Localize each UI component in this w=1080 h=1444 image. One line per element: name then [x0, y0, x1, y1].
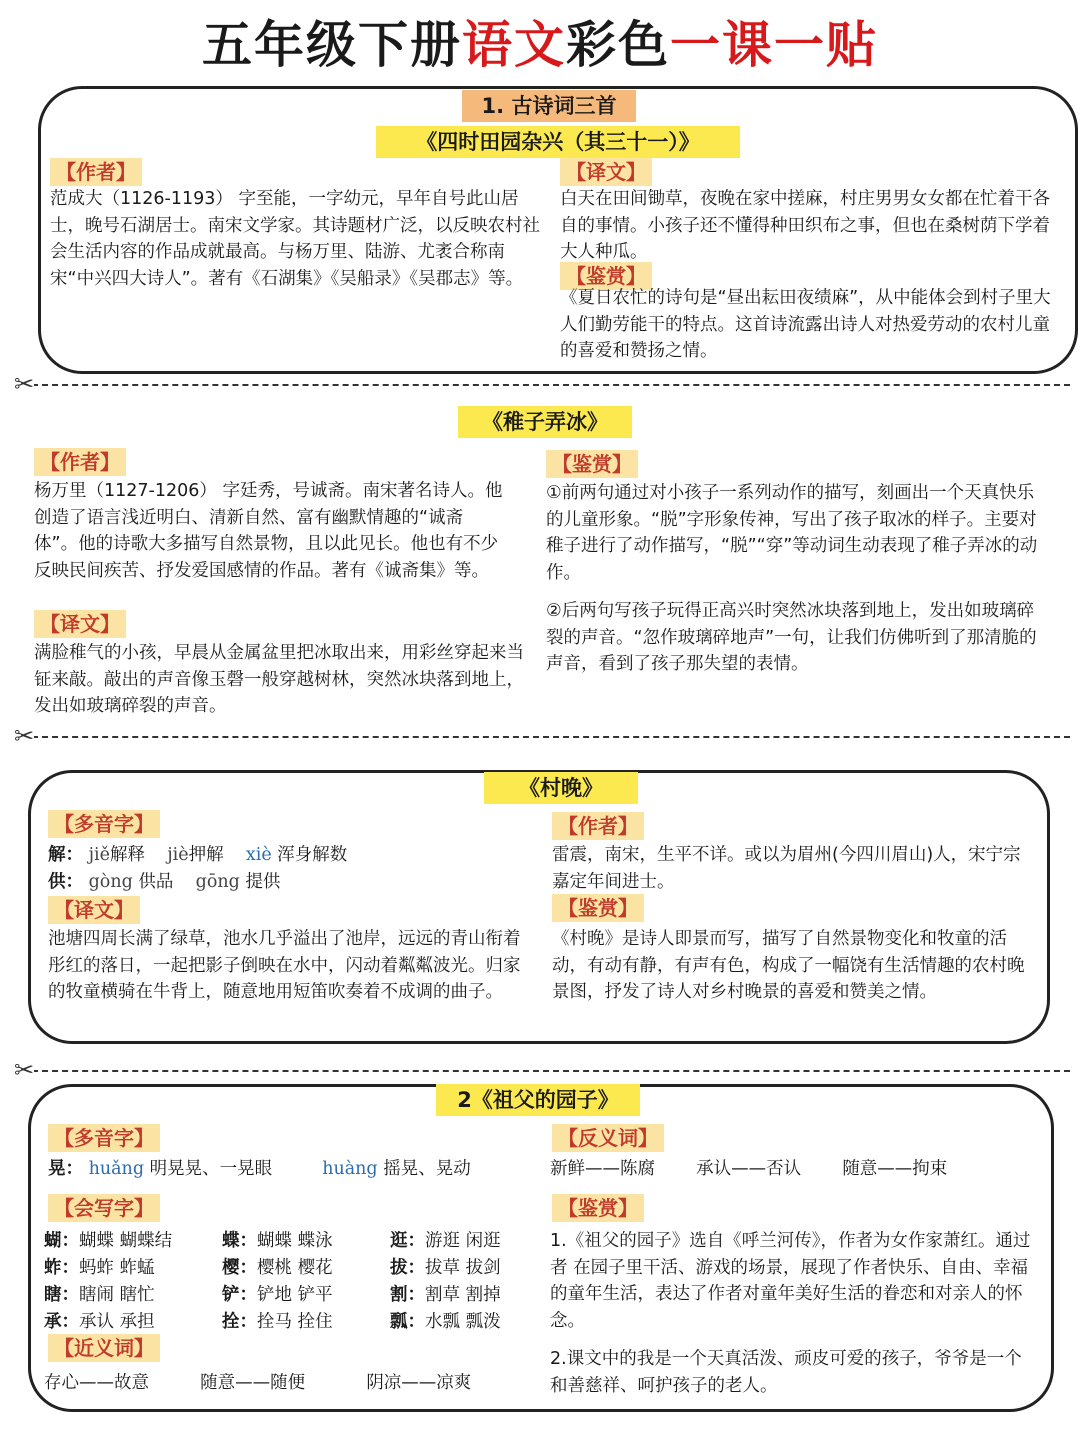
writing-word: 瓢泼 [465, 1312, 501, 1332]
writing-char: 蝴： [44, 1231, 79, 1251]
writing-word: 拴住 [297, 1312, 333, 1332]
writing-word: 拔剑 [465, 1258, 501, 1278]
writing-word: 闲逛 [465, 1231, 501, 1251]
poly-word: 浑身解数 [277, 845, 348, 865]
writing-char: 樱： [222, 1258, 257, 1278]
lesson2-appreciation-2: 2.课文中的我是一个天真活泼、顽皮可爱的孩子，爷爷是一个 和善慈祥、呵护孩子的老人。 [550, 1349, 1022, 1396]
writing-word: 蚂蚱 [79, 1258, 114, 1278]
lesson2-writing-label: 【会写字】 [48, 1194, 160, 1222]
poem3-polyphone-label: 【多音字】 [48, 810, 160, 838]
writing-word: 割掉 [465, 1285, 501, 1305]
poly-word: 摇晃、晃动 [383, 1159, 471, 1179]
poem2-appreciation-label: 【鉴赏】 [546, 450, 638, 478]
poem2-appreciation-2: ②后两句写孩子玩得正高兴时突然冰块落到地上，发出如玻璃碎裂的声音。“忽作玻璃碎地声”一句，让我们仿佛听到了那清脆的声音，看到了孩子那失望的表情。 [546, 601, 1037, 674]
poem3-poly-row-1 [48, 842, 347, 869]
lesson1-appreciation-text: 《夏日农忙的诗句是“昼出耘田夜绩麻”，从中能体会到村子里大人们勤劳能干的特点。这首诗流露出诗人对热爱劳动的农村儿童的喜爱和赞扬之情。 [560, 288, 1051, 361]
writing-char: 割： [390, 1285, 425, 1305]
writing-word: 瞎闹 [79, 1285, 114, 1305]
cut-line-3 [22, 1070, 1070, 1072]
writing-char: 瓢： [390, 1312, 425, 1332]
lesson2-antonym-label: 【反义词】 [552, 1124, 664, 1152]
poem3-title: 《村晚》 [484, 772, 638, 804]
writing-word: 拔草 [425, 1258, 460, 1278]
lesson1-translation-text: 白天在田间锄草，夜晚在家中搓麻，村庄男男女女都在忙着干各自的事情。小孩子还不懂得种田织布之事，但也在桑树荫下学着大人种瓜。 [560, 189, 1050, 262]
poly-word: 解释 [109, 845, 145, 865]
pinyin: gòng [88, 872, 133, 892]
writing-char: 拴： [222, 1312, 257, 1332]
lesson2-polyphone-label: 【多音字】 [48, 1124, 160, 1152]
poem2-appreciation-1: ①前两句通过对小孩子一系列动作的描写，刻画出一个天真快乐的儿童形象。“脱”字形象传神，写出了孩子取冰的样子。主要对稚子进行了动作描写，“脱”“穿”等动词生动表现了稚子弄冰的动作。 [546, 483, 1038, 583]
scissors-icon: ✂ [14, 1056, 35, 1084]
lesson1-author-label: 【作者】 [50, 158, 142, 186]
title-part-4: 一课一贴 [670, 16, 878, 74]
antonym-pair: 新鲜——陈腐 [550, 1159, 655, 1179]
writing-char: 铲： [222, 1285, 257, 1305]
writing-char: 承： [44, 1312, 79, 1332]
writing-char: 瞎： [44, 1285, 79, 1305]
lesson2-title: 2《祖父的园子》 [436, 1084, 640, 1116]
lesson1-heading: 1. 古诗词三首 [462, 90, 636, 122]
poly-word: 押解 [188, 845, 224, 865]
writing-word: 蝴蝶 [257, 1231, 292, 1251]
writing-char: 蚱： [44, 1258, 79, 1278]
lesson2-poly-row [48, 1156, 471, 1183]
writing-word: 承认 [79, 1312, 114, 1332]
writing-word: 拴马 [257, 1312, 292, 1332]
poem2-author-label: 【作者】 [34, 448, 126, 476]
scissors-icon: ✂ [14, 370, 35, 398]
writing-char: 拔： [390, 1258, 425, 1278]
writing-word: 割草 [425, 1285, 460, 1305]
poem2-title: 《稚子弄冰》 [458, 406, 632, 438]
writing-char: 蝶： [222, 1231, 257, 1251]
lesson1-appreciation-label: 【鉴赏】 [560, 262, 652, 290]
writing-word: 铲地 [257, 1285, 292, 1305]
poem3-poly-row-2 [48, 869, 280, 896]
writing-word: 樱桃 [257, 1258, 292, 1278]
writing-word: 樱花 [297, 1258, 333, 1278]
title-part-3: 彩色 [566, 16, 670, 74]
writing-word: 铲平 [297, 1285, 333, 1305]
synonym-pair: 存心——故意 [44, 1373, 149, 1393]
synonym-pair: 随意——随便 [200, 1373, 306, 1393]
poly-word: 提供 [245, 872, 281, 892]
page-title [0, 8, 1080, 82]
lesson2-synonym-label: 【近义词】 [48, 1334, 160, 1362]
writing-word: 水瓢 [425, 1312, 460, 1332]
synonym-pair: 阴凉——凉爽 [366, 1373, 472, 1393]
title-part-2: 语文 [462, 16, 566, 74]
antonym-pair: 承认——否认 [696, 1159, 802, 1179]
lesson1-author-text: 范成大（1126-1193） 字至能，一字幼元，早年自号此山居士，晚号石湖居士。南宋文学家。其诗题材广泛，以反映农村社会生活内容的作品成就最高。与杨万里、陆游、尤袤合称南宋“中兴四大诗人”。著有《石湖集》《吴船录》《吴郡志》等。 [50, 189, 540, 289]
poem3-translation-text: 池塘四周长满了绿草，池水几乎溢出了池岸，远远的青山衔着彤红的落日，一起把影子倒映在水中，闪动着粼粼波光。归家的牧童横骑在牛背上，随意地用短笛吹奏着不成调的曲子。 [48, 929, 521, 1002]
pinyin: xiè [245, 845, 272, 865]
writing-word: 承担 [119, 1312, 155, 1332]
pinyin: huàng [322, 1159, 378, 1179]
lesson2-appreciation-label: 【鉴赏】 [552, 1194, 644, 1222]
poly-word: 供品 [138, 872, 174, 892]
lesson1-poem-title: 《四时田园杂兴（其三十一）》 [376, 126, 740, 158]
scissors-icon: ✂ [14, 722, 35, 750]
poly-char: 晃： [48, 1159, 83, 1179]
pinyin: jiè [167, 845, 189, 865]
writing-word: 蝴蝶结 [119, 1231, 173, 1251]
poem3-translation-label: 【译文】 [48, 896, 140, 924]
writing-word: 蝴蝶 [79, 1231, 114, 1251]
poem2-translation-label: 【译文】 [34, 610, 126, 638]
lesson1-translation-label: 【译文】 [560, 158, 652, 186]
poly-char: 解： [48, 845, 83, 865]
poly-char: 供： [48, 872, 83, 892]
pinyin: huǎng [88, 1159, 145, 1179]
writing-word: 蝶泳 [297, 1231, 333, 1251]
pinyin: jiě [88, 845, 110, 865]
antonym-pair: 随意——拘束 [842, 1159, 948, 1179]
lesson2-synonym-row [44, 1370, 471, 1397]
cut-line-2 [22, 736, 1070, 738]
cut-line-1 [22, 384, 1070, 386]
writing-word: 游逛 [425, 1231, 460, 1251]
lesson2-antonym-row [550, 1156, 947, 1183]
writing-word: 瞎忙 [119, 1285, 155, 1305]
poem3-author-label: 【作者】 [552, 812, 644, 840]
poem3-appreciation-text: 《村晚》是诗人即景而写，描写了自然景物变化和牧童的活动，有动有静，有声有色，构成了一幅饶有生活情趣的农村晚景图，抒发了诗人对乡村晚景的喜爱和赞美之情。 [552, 929, 1025, 1002]
poem2-translation-text: 满脸稚气的小孩，早晨从金属盆里把冰取出来，用彩丝穿起来当钲来敲。敲出的声音像玉磬一般穿越树林，突然冰块落到地上，发出如玻璃碎裂的声音。 [34, 643, 524, 716]
lesson2-appreciation-1: 1.《祖父的园子》选自《呼兰河传》，作者为女作家萧红。通过者 在园子里干活、游戏的场景，展现了作者快乐、自由、幸福的童年生活，表达了作者对童年美好生活的眷恋和对亲人的怀念。 [550, 1231, 1031, 1331]
poly-word: 明晃晃、一晃眼 [149, 1159, 273, 1179]
poem3-appreciation-label: 【鉴赏】 [552, 894, 644, 922]
poem3-author-text: 雷震，南宋，生平不详。或以为眉州(今四川眉山)人，宋宁宗嘉定年间进士。 [552, 845, 1021, 892]
writing-word: 蚱蜢 [119, 1258, 155, 1278]
writing-grid [44, 1228, 544, 1338]
writing-char: 逛： [390, 1231, 425, 1251]
poem2-author-text: 杨万里（1127-1206） 字廷秀，号诚斋。南宋著名诗人。他创造了语言浅近明白、清新自然、富有幽默情趣的“诚斋体”。他的诗歌大多描写自然景物，且以此见长。他也有不少反映民间疾苦、抒发爱国感情的作品。著有《诚斋集》等。 [34, 481, 503, 581]
title-part-1: 五年级下册 [202, 16, 462, 74]
pinyin: gōng [195, 872, 240, 892]
